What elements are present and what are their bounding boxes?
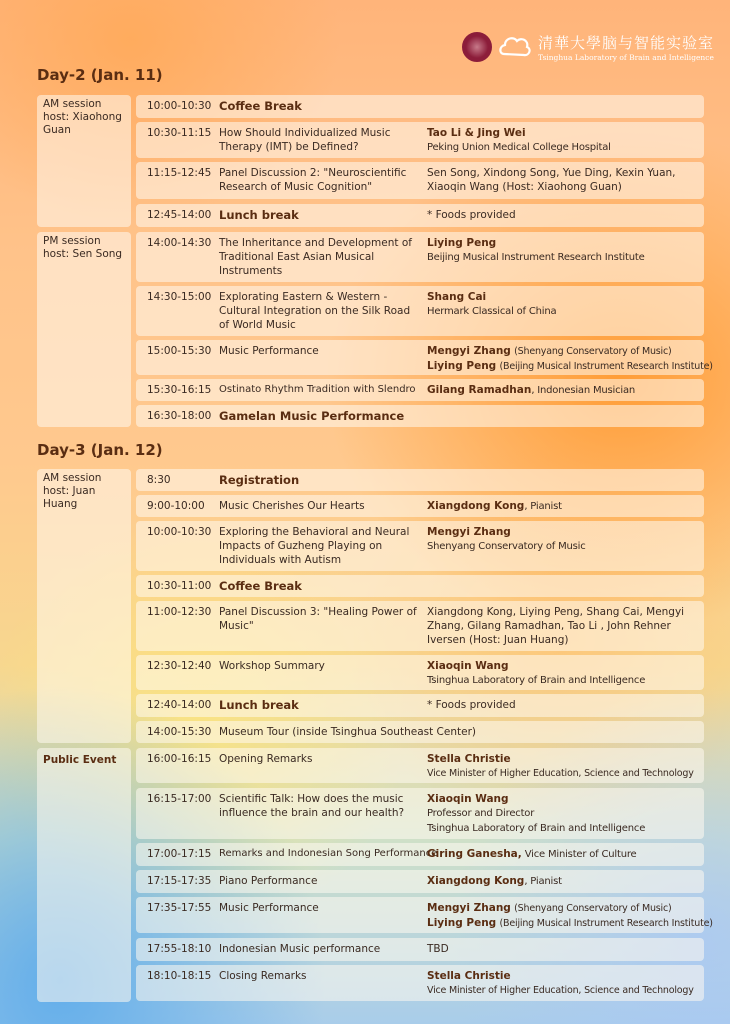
row-title: Closing Remarks (219, 970, 307, 982)
row-time: 12:30-12:40 (147, 660, 212, 672)
speaker-name: Gilang Ramadhan (427, 384, 532, 396)
row-time: 11:15-12:45 (147, 167, 212, 179)
row-speaker (427, 344, 713, 374)
speaker-affiliation: Tsinghua Laboratory of Brain and Intelligence (427, 675, 646, 686)
row-speaker (427, 383, 702, 398)
row-time: 10:30-11:00 (147, 580, 212, 592)
row-title: Music Cherishes Our Hearts (219, 500, 365, 512)
schedule-row (136, 469, 704, 491)
speaker-name: Liying Peng (427, 917, 497, 929)
row-time: 17:35-17:55 (147, 902, 212, 914)
day3-am-host: AM session host: Juan Huang (37, 469, 131, 743)
row-time: 17:00-17:15 (147, 848, 212, 860)
speaker-affiliation: Vice Minister of Higher Education, Science and Technology (427, 768, 694, 779)
row-speaker (427, 792, 702, 836)
schedule-row (136, 286, 704, 336)
speaker-name: Xiaoqin Wang (427, 660, 509, 672)
schedule-row (136, 95, 704, 118)
row-title: How Should Individualized Music Therapy (IMT) be Defined? (219, 127, 391, 153)
day3-title: Day-3 (Jan. 12) (37, 441, 163, 459)
lab-logo (462, 30, 715, 68)
speaker-name: Xiangdong Kong (427, 500, 525, 512)
speaker-affiliation: Professor and Director (427, 808, 535, 819)
row-time: 17:55-18:10 (147, 943, 212, 955)
row-title: Lunch break (219, 208, 299, 222)
row-title: Lunch break (219, 698, 299, 712)
row-time: 16:30-18:00 (147, 410, 212, 422)
row-time: 10:00-10:30 (147, 100, 212, 112)
row-title: Explorating Eastern & Western - Cultural Integration on the Silk Road of World Music (219, 291, 411, 331)
row-title: Gamelan Music Performance (219, 409, 405, 423)
day2-pm-host: PM session host: Sen Song (37, 232, 131, 427)
row-title: Workshop Summary (219, 660, 325, 672)
day3-public-event: Public Event (37, 748, 131, 1002)
schedule-row (136, 788, 704, 839)
speaker-affiliation: Tsinghua Laboratory of Brain and Intelligence (427, 823, 646, 834)
row-title: Remarks and Indonesian Song Performance (219, 848, 438, 859)
row-title: Music Performance (219, 345, 319, 357)
row-speaker (427, 847, 702, 862)
schedule-row (136, 575, 704, 597)
row-time: 18:10-18:15 (147, 970, 212, 982)
row-time: 9:00-10:00 (147, 500, 205, 512)
speaker-name: Xiangdong Kong (427, 875, 525, 887)
row-speaker (427, 236, 702, 265)
schedule-row (136, 521, 704, 571)
row-title: Museum Tour (inside Tsinghua Southeast Center) (219, 726, 476, 738)
row-title: Coffee Break (219, 99, 302, 113)
row-title: Scientific Talk: How does the music influence the brain and our health? (219, 793, 405, 819)
speaker-affiliation: (Shenyang Conservatory of Music) (514, 903, 672, 914)
row-speaker (427, 499, 702, 514)
speaker-affiliation: Shenyang Conservatory of Music (427, 541, 586, 552)
speaker-affiliation: , Indonesian Musician (531, 385, 636, 396)
row-speaker (427, 525, 702, 554)
speaker-name: Shang Cai (427, 291, 487, 303)
speaker-affiliation: , Pianist (524, 876, 562, 887)
speaker-name: Tao Li & Jing Wei (427, 127, 526, 139)
speaker-affiliation: Vice Minister of Higher Education, Science and Technology (427, 985, 694, 996)
speaker-affiliation: (Shenyang Conservatory of Music) (514, 346, 672, 357)
tsinghua-seal-icon (462, 32, 492, 62)
row-time: 15:30-16:15 (147, 384, 212, 396)
lab-name-english: Tsinghua Laboratory of Brain and Intelligence (538, 53, 714, 62)
speaker-name: Stella Christie (427, 753, 511, 765)
schedule-row (136, 162, 704, 199)
schedule-row (136, 379, 704, 401)
row-speaker (427, 290, 702, 319)
schedule-row (136, 721, 704, 743)
row-time: 12:45-14:00 (147, 209, 212, 221)
schedule-row (136, 495, 704, 517)
row-speaker (427, 969, 702, 998)
row-title: Exploring the Behavioral and Neural Impacts of Guzheng Playing on Individuals with Autism (219, 526, 410, 566)
row-title: Coffee Break (219, 579, 302, 593)
row-speaker: Sen Song, Xindong Song, Yue Ding, Kexin Yuan, Xiaoqin Wang (Host: Xiaohong Guan) (427, 167, 676, 193)
speaker-name: Xiaoqin Wang (427, 793, 509, 805)
speaker-name: Liying Peng (427, 360, 497, 372)
speaker-name: Liying Peng (427, 237, 497, 249)
row-title: Opening Remarks (219, 753, 313, 765)
schedule-row (136, 204, 704, 227)
speaker-name: Mengyi Zhang (427, 345, 511, 357)
day2-title: Day-2 (Jan. 11) (37, 66, 163, 84)
speaker-affiliation: , Pianist (524, 501, 562, 512)
row-time: 12:40-14:00 (147, 699, 212, 711)
speaker-affiliation: (Beijing Musical Instrument Research Institute) (499, 361, 713, 372)
row-time: 16:15-17:00 (147, 793, 212, 805)
row-title: Registration (219, 473, 300, 487)
row-time: 8:30 (147, 474, 171, 486)
schedule-row (136, 748, 704, 783)
row-note: * Foods provided (427, 699, 516, 711)
row-speaker (427, 752, 702, 781)
row-speaker (427, 126, 702, 155)
schedule-row (136, 694, 704, 717)
schedule-row (136, 340, 713, 375)
schedule-row (136, 965, 704, 1001)
speaker-name: Mengyi Zhang (427, 526, 511, 538)
row-time: 14:00-14:30 (147, 237, 212, 249)
schedule-row (136, 655, 704, 690)
schedule-row (136, 232, 704, 282)
schedule-row (136, 938, 704, 961)
row-time: 14:00-15:30 (147, 726, 212, 738)
lab-name-chinese: 清華大學脑与智能实验室 (538, 34, 715, 52)
row-note: * Foods provided (427, 209, 516, 221)
speaker-affiliation: (Beijing Musical Instrument Research Institute) (499, 918, 713, 929)
row-title: Panel Discussion 3: "Healing Power of Music" (219, 606, 417, 632)
schedule-row (136, 601, 704, 651)
schedule-row (136, 843, 704, 866)
row-speaker (427, 901, 713, 931)
row-time: 14:30-15:00 (147, 291, 212, 303)
row-title: Panel Discussion 2: "Neuroscientific Research of Music Cognition" (219, 167, 407, 193)
row-speaker (427, 659, 702, 688)
schedule-row (136, 405, 704, 427)
row-time: 11:00-12:30 (147, 606, 212, 618)
row-title: Piano Performance (219, 875, 318, 887)
speaker-affiliation: Vice Minister of Culture (521, 849, 637, 860)
schedule-row (136, 897, 713, 933)
row-title: Ostinato Rhythm Tradition with Slendro (219, 384, 416, 395)
row-speaker: TBD (427, 943, 449, 955)
speaker-name: Mengyi Zhang (427, 902, 511, 914)
row-time: 10:00-10:30 (147, 526, 212, 538)
row-title: Indonesian Music performance (219, 943, 381, 955)
speaker-name: Stella Christie (427, 970, 511, 982)
row-speaker: Xiangdong Kong, Liying Peng, Shang Cai, Mengyi Zhang, Gilang Ramadhan, Tao Li , John Rehner Iversen (Host: Juan Huang) (427, 606, 685, 646)
speaker-affiliation: Hermark Classical of China (427, 306, 557, 317)
row-time: 16:00-16:15 (147, 753, 212, 765)
speaker-affiliation: Beijing Musical Instrument Research Institute (427, 252, 645, 263)
schedule-row (136, 122, 704, 158)
speaker-affiliation: Peking Union Medical College Hospital (427, 142, 611, 153)
day2-am-host: AM session host: Xiaohong Guan (37, 95, 131, 227)
row-time: 10:30-11:15 (147, 127, 212, 139)
brain-cloud-icon (498, 34, 532, 60)
row-title: The Inheritance and Development of Traditional East Asian Musical Instruments (219, 237, 412, 277)
row-time: 15:00-15:30 (147, 345, 212, 357)
schedule-row (136, 870, 704, 893)
speaker-name: Giring Ganesha, (427, 848, 522, 860)
row-speaker (427, 874, 702, 889)
row-title: Music Performance (219, 902, 319, 914)
row-time: 17:15-17:35 (147, 875, 212, 887)
